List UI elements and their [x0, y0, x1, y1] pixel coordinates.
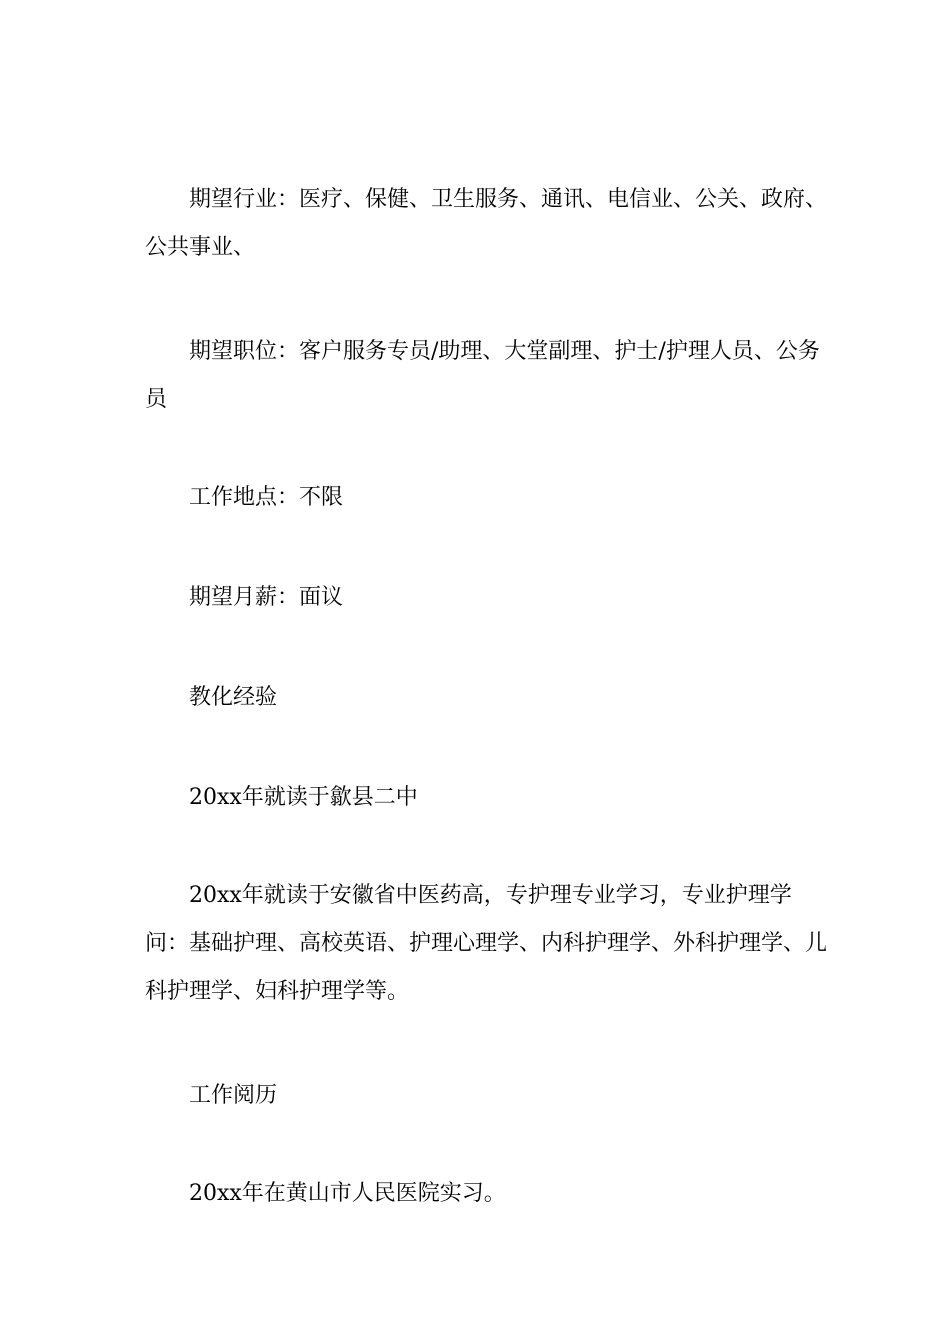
expected-industry-paragraph: 期望行业：医疗、保健、卫生服务、通讯、电信业、公关、政府、公共事业、	[145, 187, 828, 260]
expected-position-paragraph: 期望职位：客户服务专员/助理、大堂副理、护士/护理人员、公务员	[145, 339, 820, 412]
expected-salary-paragraph: 期望月薪：面议	[189, 585, 344, 610]
work-experience-item: 20xx年在黄山市人民医院实习。	[189, 1181, 506, 1206]
work-experience-heading: 工作阅历	[189, 1083, 278, 1108]
education-item-college: 20xx年就读于安徽省中医药高，专护理专业学习，专业护理学问：基础护理、高校英语、护理心理学、内科护理学、外科护理学、儿科护理学、妇科护理学等。	[145, 883, 828, 1004]
education-item-highschool: 20xx年就读于歙县二中	[189, 785, 418, 810]
education-heading: 教化经验	[189, 685, 278, 710]
work-location-paragraph: 工作地点：不限	[189, 485, 344, 510]
